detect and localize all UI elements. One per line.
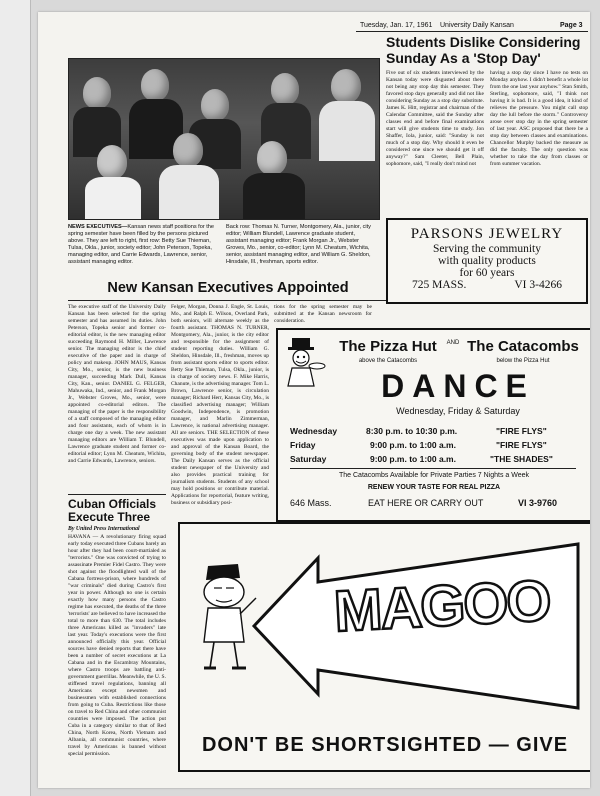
- catacombs-sub: below the Pizza Hut: [496, 358, 550, 364]
- newspaper-page: [38, 12, 590, 788]
- photo-caption-left: [68, 224, 220, 266]
- parsons-phone: VI 3-4266: [514, 279, 562, 291]
- stop-day-column-2: having a stop day since I have no tests on Monday anyhow. I didn't benefit a whole lot from the one last year anyhow." Stan Smith, Sterling, sophomore, said, "I think not having it is bad. It is a good idea, it kind of relieves the pressure. You might call stop day the lull before the storm." Controversy arose over stop day in the spring semester of last year. ASC proposed that there be a stop day between classes and examinations. Chancellor Murphy backed the measure as did the faculty. The only question was whether to take the day from classes or from summer vacation.: [490, 70, 588, 167]
- eat-here: EAT HERE OR CARRY OUT: [368, 498, 484, 508]
- executives-column-3: tions for the spring semester may be submitted at the Kansan newsroom for consideration.: [274, 304, 372, 324]
- pizza-chef-icon: [284, 336, 326, 390]
- row-1-band: "FIRE FLYS": [496, 426, 547, 436]
- staff-photo: [68, 58, 380, 220]
- photo-caption-right: Back row: Thomas N. Turner, Montgomery, Ala., junior, city editor; William Blundell, Lawrence graduate student, assistant managing editor; Frank Morgan Jr., Webster Groves, Mo., senior, co-editor; Lynn M. Cheatum, Wichita, senior, assistant managing editor, and William G. Sheldon, Hinsdale, Ill., freshman, sports editor.: [226, 224, 371, 265]
- magoo-ad: [178, 522, 590, 772]
- stop-day-headline: Students Dislike Considering Sunday As a 'Stop Day': [386, 34, 581, 66]
- caption-left-text: Kansan news staff positions for the spring semester have been filled by the persons pictured above. They are left to right, first row: Betty Sue Thieman, Tulsa, Okla., junior, society editor; John Peterson, Topeka, managing editor, and Carrie Edwards, Lawrence, senior, assistant managing editor.: [68, 224, 215, 265]
- paper-name: University Daily Kansan: [440, 22, 514, 29]
- row-3-time: 9:00 p.m. to 1:00 a.m.: [370, 454, 456, 464]
- dance-title: DANCE: [381, 368, 535, 404]
- issue-date: Tuesday, Jan. 17, 1961: [360, 22, 433, 29]
- pizza-hut-sub: above the Catacombs: [358, 358, 418, 364]
- row-2-band: "FIRE FLYS": [496, 440, 547, 450]
- row-2-time: 9:00 p.m. to 1:00 a.m.: [370, 440, 456, 450]
- parsons-line-2: with quality products: [438, 255, 536, 267]
- cuban-text: HAVANA — A revolutionary firing squad early today executed three Cubans barely an hour after they had been court-martialed as "terrorists." One was convicted of trying to assassinate Premier Fidel Castro. They were shot against the floodlighted wall of the Cabana fortress-prison, where hundreds of "war criminals" died during Castro's first year in power. Although no one is certain exactly how many persons the Castro regime has executed, the deaths of the three 'terrorists' are believed to have increased the total to more than 630. The total includes three Americans killed as "invaders" late last year. Today's executions were the first announced officially this year. Official sources have denied reports that there have been a number of secret executions at La Cabana and in the Escambray Mountains, where Castro troops are battling anti-government guerrillas. Meanwhile, the U. S. stiffened travel regulations, banning all Americans except newsmen and businessmen with established connections from going to Cuba. Restrictions like those on travel to Red China and other communist countries were imposed. The action put Cuba in a category similar to that of Red China, North Korea, North Vietnam and Albania, all communist countries, where travel by Americans is banned without special permission.: [68, 534, 166, 757]
- magoo-slogan: DON'T BE SHORTSIGHTED — GIVE: [201, 734, 569, 756]
- private-parties: The Catacombs Available for Private Parties 7 Nights a Week: [339, 472, 529, 479]
- parsons-title: PARSONS JEWELRY: [410, 226, 564, 242]
- row-2-day: Friday: [290, 440, 316, 450]
- parsons-line-1: Serving the community: [433, 243, 541, 255]
- parsons-line-3: for 60 years: [459, 267, 515, 279]
- pizza-hut-name: The Pizza Hut: [339, 338, 437, 355]
- executives-headline: New Kansan Executives Appointed: [107, 280, 349, 296]
- page-number: Page 3: [560, 22, 583, 29]
- magoo-word: MAGOO: [332, 568, 552, 645]
- cuban-headline: Cuban Officials Execute Three: [68, 497, 157, 524]
- pizza-address: 646 Mass.: [290, 498, 332, 508]
- and-label: AND: [446, 340, 460, 346]
- dance-days: Wednesday, Friday & Saturday: [396, 406, 520, 416]
- parsons-jewelry-ad: [386, 218, 588, 304]
- row-3-day: Saturday: [290, 454, 327, 464]
- cuban-byline: By United Press International: [68, 526, 140, 532]
- catacombs-name: The Catacombs: [467, 338, 579, 355]
- stop-day-column-1: Five out of six students interviewed by the Kansan today were disgusted about there not being any stop day this semester. They favored stop days generally and did not like considering Sunday as a stop day substitute. James K. Hitt, registrar and chairman of the Calendar Committee, said the Sunday after classes end and before final examinations start will give students time to study. Jon Shaffer, Iola, junior, said: "Sunday is not much of a stop day. Why should it even be considered one since we should get it off anyway?" Sam Cleeter, Bell Plain, sophomore, said, "I really don't mind not: [386, 70, 484, 167]
- row-1-time: 8:30 p.m. to 10:30 p.m.: [366, 426, 458, 436]
- caption-lead: NEWS EXECUTIVES—: [68, 224, 128, 230]
- row-1-day: Wednesday: [290, 426, 338, 436]
- pizza-hut-dance-ad: [276, 328, 590, 522]
- row-3-band: "THE SHADES": [490, 454, 553, 464]
- pizza-phone: VI 3-9760: [518, 498, 558, 508]
- executives-column-2: Felger, Morgan, Donna J. Engle, St. Louis, Mo., and Ralph E. Wilson, Overland Park, both seniors, will alternate weekly as the fourth assistant. THOMAS N. TURNER, Montgomery, Ala., junior, is the city editor and responsible for the assignment of student reporting duties. William G. Sheldon, Hinsdale, Ill., freshman, moves up from assistant sports editor to sports editor. Betty Sue Thieman, Tulsa, Okla., junior, is in charge of society news. F. Mike Harris, Chanute, is the advertising manager. Tom L. Brown, Lawrence senior, is circulation manager; Richard Herr, Kansas City, Mo., is classified advertising manager; William Goodwin, Independence, is promotion manager, and Marlin Zimmerman, Lawrence, is national advertising manager. All are seniors. THE SELECTION of these executives was made upon application to and approval of the Kansan Board, the governing body of the student newspaper. The Daily Kansan serves as the official student newspaper of the University and also provides practical training for journalism students. Students of any school may hold positions or contribute material. Applications for reportorial, feature writing, business or subsidiary posi-: [171, 304, 269, 506]
- executives-column-1: The executive staff of the University Daily Kansan has been selected for the spring semester and has assumed its duties. John Peterson, Topeka senior and former co-editorial editor, is the new managing editor succeeding Raymond H. Miller, Lawrence senior. The managing editor is the chief executive of the paper and in charge of policy and makeup. JOHN MAUS, Kansas City, Mo., senior, is the new business manager, succeeding Mark Dull, Kansas City, Kan., senior. DANIEL G. FELGER, Mahuwaka, Ind., senior, and Frank Morgan Jr., Webster Groves, Mo., senior, were appointed co-editorial editors. The managing of the paper is the responsibility of a staff composed of the managing editor and four assistants, each of whom is in charge one day a week. The new assistant managing editors are William T. Blundell, Lawrence graduate student and former co-editorial editor; Lynn M. Cheatum, Wichita, and Carrie Edwards, Lawrence, seniors.: [68, 304, 166, 464]
- renew-taste: RENEW YOUR TASTE FOR REAL PIZZA: [367, 484, 501, 491]
- parsons-address: 725 MASS.: [412, 279, 467, 291]
- adjacent-page-edge: [0, 0, 31, 796]
